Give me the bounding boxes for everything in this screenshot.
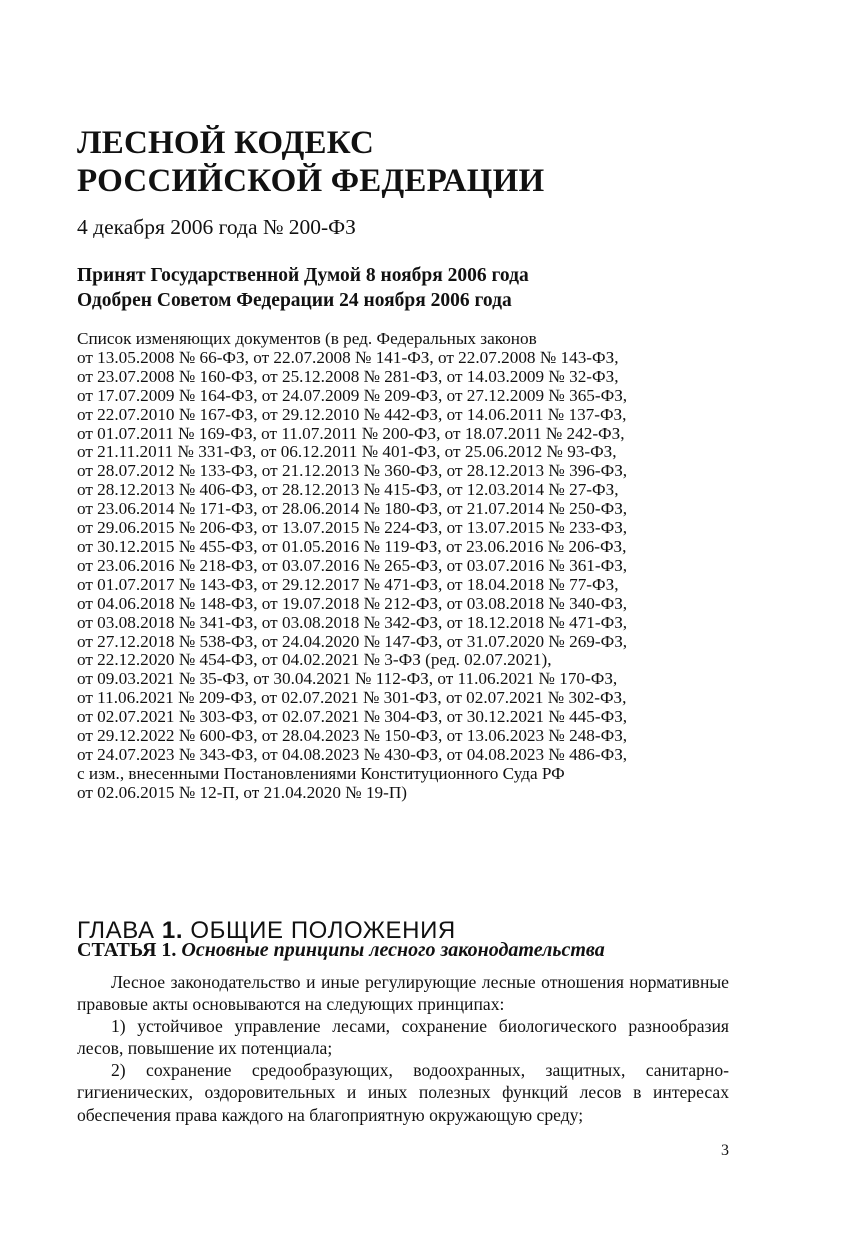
amendments-line: от 01.07.2017 № 143-ФЗ, от 29.12.2017 № 471-ФЗ, от 18.04.2018 № 77-ФЗ, bbox=[77, 574, 619, 594]
title-line-2: РОССИЙСКОЙ ФЕДЕРАЦИИ bbox=[77, 163, 545, 199]
amendments-line: от 24.07.2023 № 343-ФЗ, от 04.08.2023 № 430-ФЗ, от 04.08.2023 № 486-ФЗ, bbox=[77, 744, 628, 764]
adoption-federation-council: Одобрен Советом Федерации 24 ноября 2006 года bbox=[77, 290, 512, 311]
amendments-line: с изм., внесенными Постановлениями Конституционного Суда РФ bbox=[77, 763, 565, 783]
amendments-line: Список изменяющих документов (в ред. Федеральных законов bbox=[77, 329, 537, 348]
document-date: 4 декабря 2006 года № 200-ФЗ bbox=[77, 215, 356, 239]
amendments-line: от 01.07.2011 № 169-ФЗ, от 11.07.2011 № 200-ФЗ, от 18.07.2011 № 242-ФЗ, bbox=[77, 423, 625, 443]
amendments-line: от 17.07.2009 № 164-ФЗ, от 24.07.2009 № 209-ФЗ, от 27.12.2009 № 365-ФЗ, bbox=[77, 385, 628, 405]
amendments-line: от 27.12.2018 № 538-ФЗ, от 24.04.2020 № 147-ФЗ, от 31.07.2020 № 269-ФЗ, bbox=[77, 631, 628, 651]
amendments-line: от 28.12.2013 № 406-ФЗ, от 28.12.2013 № 415-ФЗ, от 12.03.2014 № 27-ФЗ, bbox=[77, 480, 619, 500]
amendments-line: от 11.06.2021 № 209-ФЗ, от 02.07.2021 № 301-ФЗ, от 02.07.2021 № 302-ФЗ, bbox=[77, 688, 627, 708]
chapter-number: 1. bbox=[161, 916, 184, 944]
article-title: Основные принципы лесного законодательства bbox=[181, 939, 605, 961]
article-body bbox=[77, 971, 729, 1126]
amendments-line: от 23.07.2008 № 160-ФЗ, от 25.12.2008 № 281-ФЗ, от 14.03.2009 № 32-ФЗ, bbox=[77, 366, 619, 386]
amendments-line: от 03.08.2018 № 341-ФЗ, от 03.08.2018 № 342-ФЗ, от 18.12.2018 № 471-ФЗ, bbox=[77, 612, 628, 632]
amendments-line: от 30.12.2015 № 455-ФЗ, от 01.05.2016 № 119-ФЗ, от 23.06.2016 № 206-ФЗ, bbox=[77, 536, 627, 556]
article-paragraph: 1) устойчивое управление лесами, сохранение биологического разнообразия лесов, повышение их потенциала; bbox=[77, 1016, 729, 1059]
document-title bbox=[77, 124, 544, 200]
amendments-line: от 29.06.2015 № 206-ФЗ, от 13.07.2015 № 224-ФЗ, от 13.07.2015 № 233-ФЗ, bbox=[77, 518, 628, 538]
amendments-line: от 23.06.2016 № 218-ФЗ, от 03.07.2016 № 265-ФЗ, от 03.07.2016 № 361-ФЗ, bbox=[77, 555, 628, 575]
amendments-line: от 04.06.2018 № 148-ФЗ, от 19.07.2018 № 212-ФЗ, от 03.08.2018 № 340-ФЗ, bbox=[77, 593, 628, 613]
amendments-line: от 02.07.2021 № 303-ФЗ, от 02.07.2021 № 304-ФЗ, от 30.12.2021 № 445-ФЗ, bbox=[77, 707, 628, 727]
amendments-line: от 23.06.2014 № 171-ФЗ, от 28.06.2014 № 180-ФЗ, от 21.07.2014 № 250-ФЗ, bbox=[77, 499, 628, 519]
article-label: СТАТЬЯ 1. bbox=[77, 939, 177, 961]
amendments-line: от 09.03.2021 № 35-ФЗ, от 30.04.2021 № 112-ФЗ, от 11.06.2021 № 170-ФЗ, bbox=[77, 669, 618, 689]
amendments-line: от 29.12.2022 № 600-ФЗ, от 28.04.2023 № 150-ФЗ, от 13.06.2023 № 248-ФЗ, bbox=[77, 726, 628, 746]
title-line-1: ЛЕСНОЙ КОДЕКС bbox=[77, 125, 375, 161]
adoption-duma: Принят Государственной Думой 8 ноября 2006 года bbox=[77, 265, 529, 286]
amendments-line: от 22.07.2010 № 167-ФЗ, от 29.12.2010 № 442-ФЗ, от 14.06.2011 № 137-ФЗ, bbox=[77, 404, 627, 424]
amendments-list bbox=[77, 330, 627, 803]
chapter-prefix: ГЛАВА bbox=[77, 916, 162, 944]
article-heading bbox=[77, 937, 605, 963]
article-paragraph: Лесное законодательство и иные регулирующие лесные отношения нормативные правовые акты основываются на следующих принципах: bbox=[77, 972, 729, 1015]
amendments-line: от 13.05.2008 № 66-ФЗ, от 22.07.2008 № 141-ФЗ, от 22.07.2008 № 143-ФЗ, bbox=[77, 347, 619, 367]
page-number: 3 bbox=[721, 1142, 729, 1159]
amendments-line: от 02.06.2015 № 12-П, от 21.04.2020 № 19-П) bbox=[77, 782, 407, 802]
amendments-line: от 28.07.2012 № 133-ФЗ, от 21.12.2013 № 360-ФЗ, от 28.12.2013 № 396-ФЗ, bbox=[77, 461, 628, 481]
article-paragraph: 2) сохранение средообразующих, водоохранных, защитных, санитарно-гигиенических, оздоровительных и иных полезных функций лесов в интересах обеспечения права каждого на благоприятную окружающую среду; bbox=[77, 1060, 729, 1125]
chapter-title: ОБЩИЕ ПОЛОЖЕНИЯ bbox=[183, 916, 456, 944]
amendments-line: от 21.11.2011 № 331-ФЗ, от 06.12.2011 № 401-ФЗ, от 25.06.2012 № 93-ФЗ, bbox=[77, 442, 617, 462]
amendments-line: от 22.12.2020 № 454-ФЗ, от 04.02.2021 № 3-ФЗ (ред. 02.07.2021), bbox=[77, 650, 552, 670]
adoption-info bbox=[77, 263, 529, 313]
